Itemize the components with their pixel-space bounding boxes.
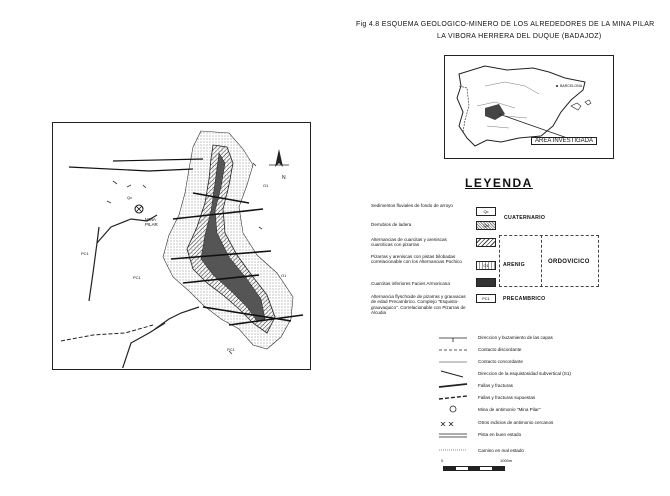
legend-unit-text: Pizarras y areniscas con pistas bilobadas correlacionable con los Alternancias Pochico <box>371 254 462 265</box>
legend-unit-box: O1 <box>476 261 496 270</box>
map-unit-label: O1 <box>281 273 287 278</box>
north-arrow <box>269 149 289 167</box>
legend-line-label: Mina de antimonio "Mina Pilar" <box>478 407 541 412</box>
legend-unit-text: Sedimentos fluviales de fondo de arroyo <box>371 203 453 208</box>
legend-unit-text: Derrubios de ladera <box>371 222 412 227</box>
legend-unit-box: Qd <box>476 221 496 230</box>
legend-unit-text: Cuarcitas inferiores Facies Armoricana <box>371 281 450 286</box>
north-label: N <box>282 175 286 181</box>
inset-city-label: BARCELONA <box>560 84 583 88</box>
legend-line-label: Direccion de la esquistosidad subvertical (S1) <box>478 371 571 376</box>
geological-map <box>52 122 311 370</box>
map-unit-label: O1 <box>263 183 269 188</box>
legend-unit-box <box>476 278 496 287</box>
legend-unit-box: Qc <box>476 207 496 216</box>
map-unit-label: PC1 <box>81 251 89 256</box>
map-unit-label: PC1 <box>133 275 141 280</box>
figure-caption-line2: LA VIBORA HERRERA DEL DUQUE (BADAJOZ) <box>437 33 602 40</box>
area-investigada-box: AREA INVESTIGADA <box>531 137 597 145</box>
legend-unit-box: PC1 <box>476 294 496 303</box>
legend-line-label: Contacto discordante <box>478 347 522 352</box>
legend-unit-text: Alternancias de cuarcitas y areniscas cuarciticas con pizarras <box>371 237 447 248</box>
legend-line-label: Fallas y fracturas <box>478 383 513 388</box>
mine-symbol <box>135 205 143 213</box>
scale-bar <box>443 466 505 471</box>
age-arenig: ARENIG <box>503 262 525 268</box>
age-precambrico: PRECAMBRICO <box>503 296 546 302</box>
map-unit-label: PC1 <box>227 347 235 352</box>
scale-left-label: 0 <box>441 458 444 463</box>
mine-label: MINA PILAR <box>145 217 158 227</box>
age-cuaternario: CUATERNARIO <box>504 215 546 221</box>
legend-line-label: Otros indicios de antimonio cercanos <box>478 420 554 425</box>
inset-map <box>444 55 614 159</box>
legend-title: LEYENDA <box>465 176 533 190</box>
legend-line-label: Camino en mal estado <box>478 448 524 453</box>
legend-line-label: Pista en buen estado <box>478 432 522 437</box>
map-drawing <box>53 123 309 368</box>
legend-line-label: Direccion y buzamiento de las capas <box>478 335 553 340</box>
legend-age-divider <box>541 235 542 287</box>
map-unit-label: Qc <box>127 195 133 200</box>
legend-unit-box <box>476 238 496 247</box>
legend-line-label: Contacto concordante <box>478 359 523 364</box>
scale-right-label: 1000m <box>500 458 513 463</box>
legend-line-label: Fallas y fracturas supuestas <box>478 395 536 400</box>
age-ordovicico: ORDOVICICO <box>548 259 590 265</box>
figure-caption-line1: Fig 4.8 ESQUEMA GEOLOGICO-MINERO DE LOS ALREDEDORES DE LA MINA PILAR <box>356 21 655 28</box>
legend-unit-text: Alternancia flyschoide de pizarras y grauvacas de edad Precambrico. Complejo "Esquisto-grauvaquico". Correlacionable con Pizarras de Alcudia <box>371 294 466 316</box>
